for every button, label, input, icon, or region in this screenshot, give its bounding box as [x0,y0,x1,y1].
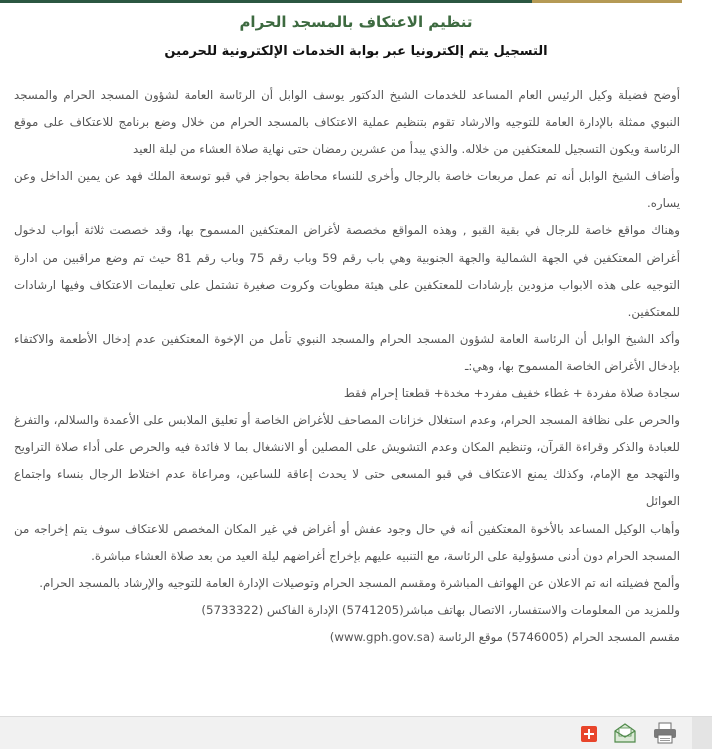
article-subtitle: التسجيل يتم إلكترونيا عبر بوابة الخدمات الإلكترونية للحرمين [164,44,548,59]
paragraph: مقسم المسجد الحرام (5746005) موقع الرئاسة (www.gph.gov.sa) [329,629,680,644]
print-icon [652,722,678,744]
email-icon [612,722,638,744]
paragraph: أوضح فضيلة وكيل الرئيس العام المساعد للخدمات الشيخ الدكتور يوسف الوابل أن الرئاسة العامة لشؤون المسجد الحرام والمسجد النبوي ممثلة بالإدارة العامة للتوجيه والارشاد تقوم بتنظيم عملية الاعتكاف بالمسجد الحرام من خلال وضع برنامج للاعتكاف على موقع الرئاسة ويكون التسجيل للمعتكفين من خلاله. والذي يبدأ من عشرين رمضان حتى نهاية صلاة العشاء من ليلة العيد [14,88,680,157]
article-toolbar [0,716,712,749]
share-button[interactable] [577,722,603,744]
article-body [14,82,680,651]
paragraph: سجادة صلاة مفردة + غطاء خفيف مفرد+ مخدة+ قطعتا إحرام فقط [343,386,680,401]
paragraph: وألمح فضيلته انه تم الاعلان عن الهواتف المباشرة ومقسم المسجد الحرام وتوصيلات الإدارة العامة للتوجيه والإرشاد بالمسجد الحرام. [39,575,680,590]
paragraph: وأهاب الوكيل المساعد بالأخوة المعتكفين أنه في حال وجود عفش أو أغراض في غير المكان المخصص للاعتكاف سوف يتم إخراجه من المسجد الحرام دون أدنى مسؤولية على الرئاسة، مع التنبيه عليهم بإخراج أغراضهم ليلة العيد من بعد صلاة العشاء مباشرة. [14,521,680,563]
paragraph: وأضاف الشيخ الوابل أنه تم عمل مربعات خاصة بالرجال وأخرى للنساء محاطة بحواجز في قبو توسعة الملك فهد عن يمين الداخل وعن يساره. [14,169,680,211]
paragraph: وأكد الشيخ الوابل أن الرئاسة العامة لشؤون المسجد الحرام والمسجد النبوي تأمل من الإخوة المعتكفين عدم إدخال الأطعمة والاكتفاء بإدخال الأغراض الخاصة المسموح بها، وهي:ـ [14,331,680,373]
article-title: تنظيم الاعتكاف بالمسجد الحرام [239,13,473,31]
paragraph: والحرص على نظافة المسجد الحرام، وعدم استغلال خزانات المصاحف للأغراض الخاصة أو تعليق الملابس على الأعمدة والسلالم، والتفرغ للعبادة والذكر وقراءة القرآن، وتنظيم المكان وعدم التشويش على المصلين أو الانشغال بما لا فائدة فيه والحرص على أداء صلاة التراويح والتهجد مع الإمام، وكذلك يمنع الاعتكاف في قبو المسعى حتى لا يحدث إعاقة للساعين، ومراعاة عدم اختلاط الرجال بنساء واجتماع العوائل [14,413,680,509]
paragraph: وهناك مواقع خاصة للرجال في بقية القبو , وهذه المواقع مخصصة لأغراض المعتكفين المسموح بها، وقد خصصت ثلاثة أبواب لدخول أغراض المعتكفين في الجهة الشمالية والجهة الجنوبية وهي باب رقم 59 وباب رقم 75 وباب رقم 81 حيث تم وضع مراقبين من ادارة التوجيه على هذه الابواب مزودين بإرشادات للمعتكفين على هيئة مطويات وكروت صغيرة تشتمل على تعليمات الاعتكاف وفيها ارشادات للمعتكفين. [14,223,680,319]
paragraph: وللمزيد من المعلومات والاستفسار، الاتصال بهاتف مباشر(5741205) الإدارة الفاكس (5733322) [201,602,680,617]
share-plus-icon [577,722,603,744]
print-button[interactable] [652,722,678,744]
email-button[interactable] [612,722,638,744]
